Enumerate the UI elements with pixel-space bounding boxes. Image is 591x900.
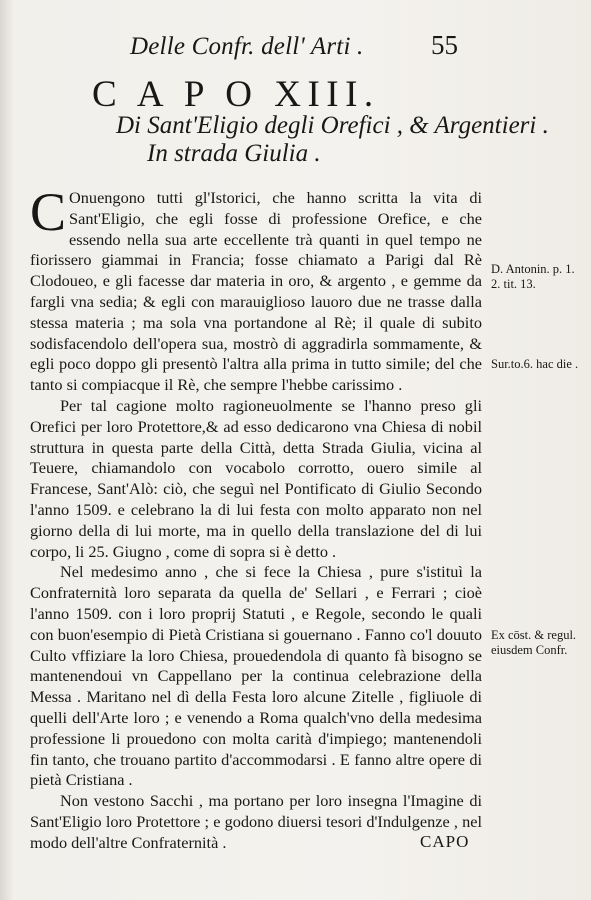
margin-note-3: Ex cōst. & regul. eiusdem Confr. [491,628,577,657]
page-number: 55 [431,30,458,60]
running-title: Delle Confr. dell' Arti . [130,33,364,60]
margin-note-2: Sur.to.6. hac die . [491,357,579,371]
paragraph-4: Non vestono Sacchi , ma portano per loro insegna l'Imagine di Sant'Eligio loro Protettore ; e godono diuersi tesori d'Indulgenze , nel modo dell'altre Confraternità . [30,791,482,852]
catchword: CAPO [420,832,470,851]
paragraph-1 [30,182,482,396]
paragraph-1-text: Onuengono tutti gl'Istorici, che hanno scritta la vita di Sant'Eligio, che egli fosse di professione Orefice, e che essendo nella sua arte eccellente trà quanti in quel tempo ne fiorissero giammai in Francia; fosse chiamato a Parigi dal Rè Clodoueo, e gli facesse dar materia in oro, & argento , e gemme da fargli vna sedia; & egli con marauiglioso lauoro due ne trasse dalla stessa materia ; ma sola vna portandone al Rè; il quale di subito sodisfacendolo dell'opera sua, mostrò di aggradirla sommamente, & egli poco doppo gli presentò l'altra alla prima in tutto simile; del che tanto si compiacque il Rè, che sempre l'hebbe carissimo . [30,188,482,395]
paragraph-2: Per tal cagione molto ragioneuolmente se l'hanno preso gli Orefici per loro Protettore,& ad esso dedicarono vna Chiesa di nobil struttura in questa parte della Città, detta Strada Giulia, vicina al Teuere, chiamandolo con vocabolo corrotto, ouero simile al Francese, Sant'Alò: ciò, che seguì nel Pontificato di Giulio Secondo l'anno 1509. e celebrano la di lui festa con molto apparato non nel giorno della di lui morte, ma in quello della translazione del di lui corpo, li 25. Giugno , come di sopra si è detto . [30,395,482,561]
chapter-subtitle-line2: In strada Giulia . [147,140,321,167]
paragraph-3: Nel medesimo anno , che si fece la Chiesa , pure s'istituì la Confraternità loro separata da quella de' Sellari , e Ferrari ; cioè l'anno 1509. con i loro proprij Statuti , e Regole, secondo le quali con buon'esempio di Pietà Cristiana si gouernano . Fanno co'l douuto Culto vffiziare la loro Chiesa, prouedendola di quanto fà bisogno se mantenendoui vn Cappellano per la continua celebrazione della Messa . Maritano nel dì della Festa loro alcune Zitelle , figliuole di quelli dell'Arte loro ; e venendo a Roma qualch'vno della medesima professione li prouedono con molta carità d'impiego; mantenendoli fin tanto, che trouano partito d'accommodarsi . E fanno altre opere di pietà Cristiana . [30,562,482,790]
margin-note-1: D. Antonin. p. 1. 2. tit. 13. [491,262,575,291]
chapter-subtitle-line1: Di Sant'Eligio degli Orefici , & Argentieri . [116,112,549,139]
drop-cap: C [30,182,67,242]
body-text [30,182,482,854]
chapter-title: C A P O XIII. [92,74,380,115]
